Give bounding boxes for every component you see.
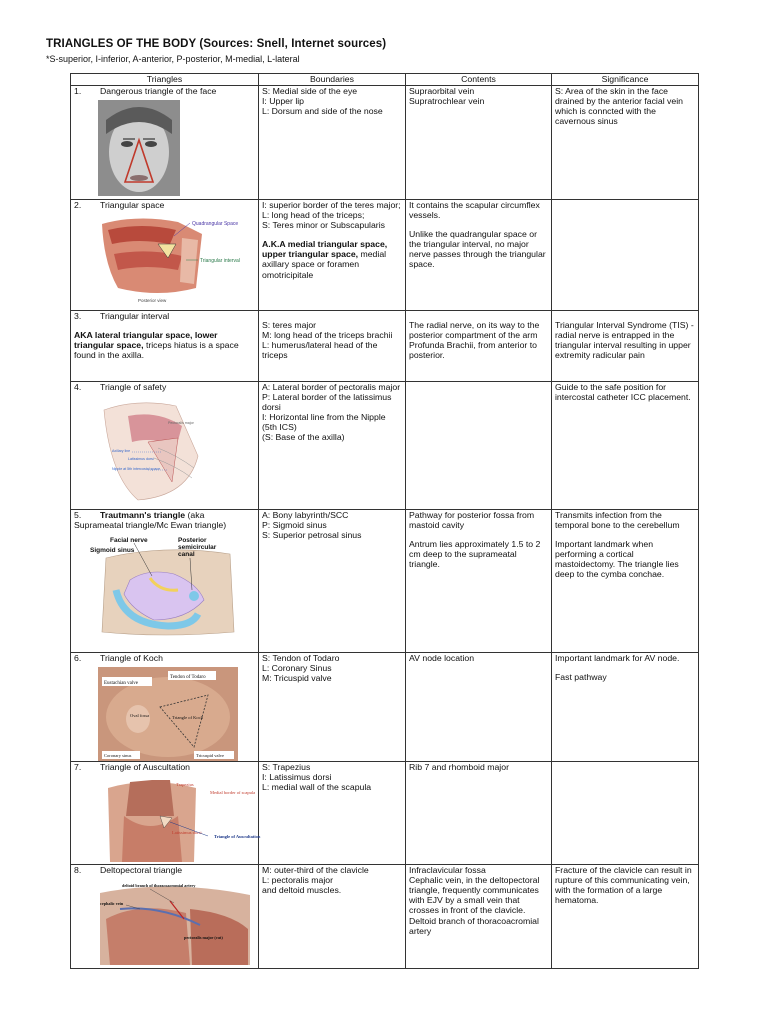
significance-cell [552,311,699,382]
figure-label: Oval fossa [130,713,150,719]
boundaries-cell [259,382,406,510]
figure-label: deltoid branch of thoracoacromial artery [122,883,196,889]
boundary-line: S: Tendon of Todaro [262,653,340,663]
boundaries-cell [259,653,406,762]
triangle-cell [71,311,259,382]
contents-cell [406,653,552,762]
significance-cell [552,200,699,311]
figure-label: Eustachian valve [104,681,139,687]
triangle-cell [71,865,259,969]
aka-note [262,239,402,279]
aka-bold: AKA lateral triangular space, lower triangular space, [74,330,218,351]
triangle-of-safety-figure [98,396,208,504]
boundaries-cell [259,762,406,865]
table-row [71,200,699,311]
boundaries-cell [259,200,406,311]
document-title: TRIANGLES OF THE BODY (Sources: Snell, Internet sources) [46,38,387,50]
contents-line: It contains the scapular circumflex vessels. [409,200,540,221]
boundary-line: L: medial wall of the scapula [262,782,372,793]
header-contents: Contents [406,74,552,86]
contents-line: Rib 7 and rhomboid major [409,762,509,773]
table-row [71,653,699,762]
boundary-line: M: outer-third of the clavicle [262,865,369,876]
table-row [71,865,699,969]
significance-cell [552,510,699,653]
figure-label: Tendon of Todaro [170,675,206,681]
contents-line: Pathway for posterior fossa from mastoid cavity [409,510,535,531]
boundaries-cell [259,311,406,382]
triangle-name: Deltopectoral triangle [100,865,183,876]
contents-line: Cephalic vein, in the deltopectoral triangle, frequently communicates with EJV by a small vein that crosses in front of the clavicle. [409,875,540,916]
contents-line: Unlike the quadrangular space or the triangular interval, no major nerve passes through the triangular space. [409,229,546,270]
contents-line: Supratrochlear vein [409,96,485,107]
triangle-name-bold: Trautmann's triangle [100,510,186,520]
figure-label: pectoralis major (cut) [184,935,223,941]
boundary-line: A: Lateral border of pectoralis major [262,382,401,392]
boundary-line: (S: Base of the axilla) [262,432,345,443]
figure-label: Triangular interval [200,258,240,265]
contents-cell [406,200,552,311]
row-number: 8. [74,865,82,876]
header-triangles: Triangles [71,74,259,86]
significance-cell [552,762,699,865]
trautmann-triangle-figure [90,534,244,640]
boundary-line: A: Bony labyrinth/SCC [262,510,349,520]
boundaries-cell [259,865,406,969]
boundary-line: S: Trapezius [262,762,311,773]
figure-label: semicircular [178,544,217,552]
boundary-line: S: Teres minor or Subscapularis [262,220,385,231]
aka-rest: medial axillary space or foramen omotricipitale [262,249,387,280]
triangle-name: Triangular space [100,200,165,210]
figure-label: Facial nerve [110,537,148,545]
significance-cell [552,865,699,969]
figure-label: Posterior view [138,298,167,304]
triangle-cell [71,762,259,865]
boundary-line: and deltoid muscles. [262,885,342,896]
boundary-line: L: Dorsum and side of the nose [262,106,383,117]
row-number: 6. [74,653,82,663]
contents-line: The radial nerve, on its way to the posterior compartment of the arm [409,320,540,341]
contents-cell [406,311,552,382]
figure-label: Sigmoid sinus [90,547,135,555]
triangle-name: Triangle of Koch [100,653,163,663]
figure-label: Posterior [178,537,207,545]
triangular-space-figure [98,214,248,306]
triangle-of-koch-figure [98,667,238,761]
figure-label: Trapezius [176,782,194,788]
contents-line: Supraorbital vein [409,86,475,96]
triangle-of-auscultation-figure [100,776,261,862]
significance-line: Transmits infection from the temporal bone to the cerebellum [555,510,680,531]
table-row [71,86,699,200]
boundary-line: I: Upper lip [262,96,305,107]
contents-line: Infraclavicular fossa [409,865,486,876]
contents-cell [406,510,552,653]
contents-cell [406,382,552,510]
figure-label: Latissimus dorsi [172,830,202,836]
figure-label: Nipple at 5th intercostal space [112,467,161,472]
table-header-row [71,74,699,86]
boundary-line: M: long head of the triceps brachii [262,330,393,341]
aka-bold: A.K.A medial triangular space, upper triangular space, [262,239,388,260]
boundary-line: S: Medial side of the eye [262,86,358,96]
row-number: 4. [74,382,82,392]
boundary-line: P: Sigmoid sinus [262,520,327,531]
boundary-line: I: Latissimus dorsi [262,772,332,783]
triangle-name: Triangular interval [100,311,170,321]
row-number: 1. [74,86,82,96]
boundaries-cell [259,510,406,653]
triangle-name: Triangle of safety [100,382,167,392]
significance-line: Important landmark for AV node. [555,653,680,663]
figure-label: Tricuspid valve [196,753,224,759]
contents-line: Antrum lies approximately 1.5 to 2 cm deep to the suprameatal triangle. [409,539,541,570]
table-row [71,510,699,653]
figure-label: Coronary sinus [104,753,132,759]
contents-cell [406,86,552,200]
contents-line: Deltoid branch of thoracoacromial artery [409,915,539,936]
significance-line: Triangular Interval Syndrome (TIS) - radial nerve is entrapped in the triangular interval resulting in upper extremity radicular pain [555,320,694,361]
boundary-line: L: humerus/lateral head of the triceps [262,340,378,361]
figure-label: canal [178,551,195,559]
triangle-name: Triangle of Auscultation [100,762,190,773]
significance-line: S: Area of the skin in the face drained by the anterior facial vein which is conncted with the cavernous sinus [555,86,683,127]
boundary-line: S: Superior petrosal sinus [262,530,362,541]
boundary-line: S: teres major [262,320,317,330]
deltopectoral-triangle-figure [100,879,250,965]
significance-cell [552,382,699,510]
figure-label: Triangle of Koch [172,715,203,721]
triangle-name-rest: (aka Suprameatal triangle/Mc Ewan triangle) [74,510,227,531]
boundaries-cell [259,86,406,200]
contents-cell [406,865,552,969]
contents-line: AV node location [409,653,475,663]
row-number: 2. [74,200,82,210]
face-photo-figure [98,100,180,196]
figure-label: Medial border of scapula [210,790,256,796]
significance-line: Fast pathway [555,672,607,683]
boundary-line: L: long head of the triceps; [262,210,365,221]
figure-label: Quadrangular Space [192,221,239,228]
significance-cell [552,653,699,762]
boundary-line: L: Coronary Sinus [262,663,332,674]
significance-line: Important landmark when performing a cortical mastoidectomy. The triangle lies deep to the cymba conchae. [555,539,679,580]
row-number: 5. [74,510,82,520]
figure-label: Triangle of Auscultation [214,834,261,840]
triangle-cell [71,382,259,510]
boundary-line: I: Horizontal line from the Nipple (5th ICS) [262,412,386,433]
table-row [71,762,699,865]
figure-label: cephalic vein [100,901,124,907]
header-boundaries: Boundaries [259,74,406,86]
aka-rest: triceps hiatus is a space found in the axilla. [74,340,239,361]
boundary-line: L: pectoralis major [262,875,333,886]
figure-label: Pectoralis major [168,421,194,426]
triangle-name: Dangerous triangle of the face [100,86,217,96]
figure-label: Latissimus dorsi [128,457,154,462]
significance-line: Guide to the safe position for intercostal catheter ICC placement. [555,382,691,403]
table-row [71,311,699,382]
triangle-cell [71,200,259,311]
abbreviation-legend: *S-superior, I-inferior, A-anterior, P-posterior, M-medial, L-lateral [46,54,300,64]
triangles-table [70,73,699,969]
significance-line: Fracture of the clavicle can result in rupture of this communicating vein, with the formation of a large hematoma. [555,865,692,906]
triangle-cell [71,86,259,200]
row-number: 7. [74,762,82,773]
row-number: 3. [74,311,82,321]
figure-label: Axillary line [112,449,131,454]
boundary-line: M: Tricuspid valve [262,673,332,684]
triangle-cell [71,653,259,762]
table-row [71,382,699,510]
significance-cell [552,86,699,200]
boundary-line: P: Lateral border of the latissimus dorsi [262,392,392,413]
triangle-cell [71,510,259,653]
contents-cell [406,762,552,865]
contents-line: Profunda Brachii, from anterior to posterior. [409,340,537,361]
boundary-line: I: superior border of the teres major; [262,200,401,210]
aka-note [74,330,255,360]
header-significance: Significance [552,74,699,86]
